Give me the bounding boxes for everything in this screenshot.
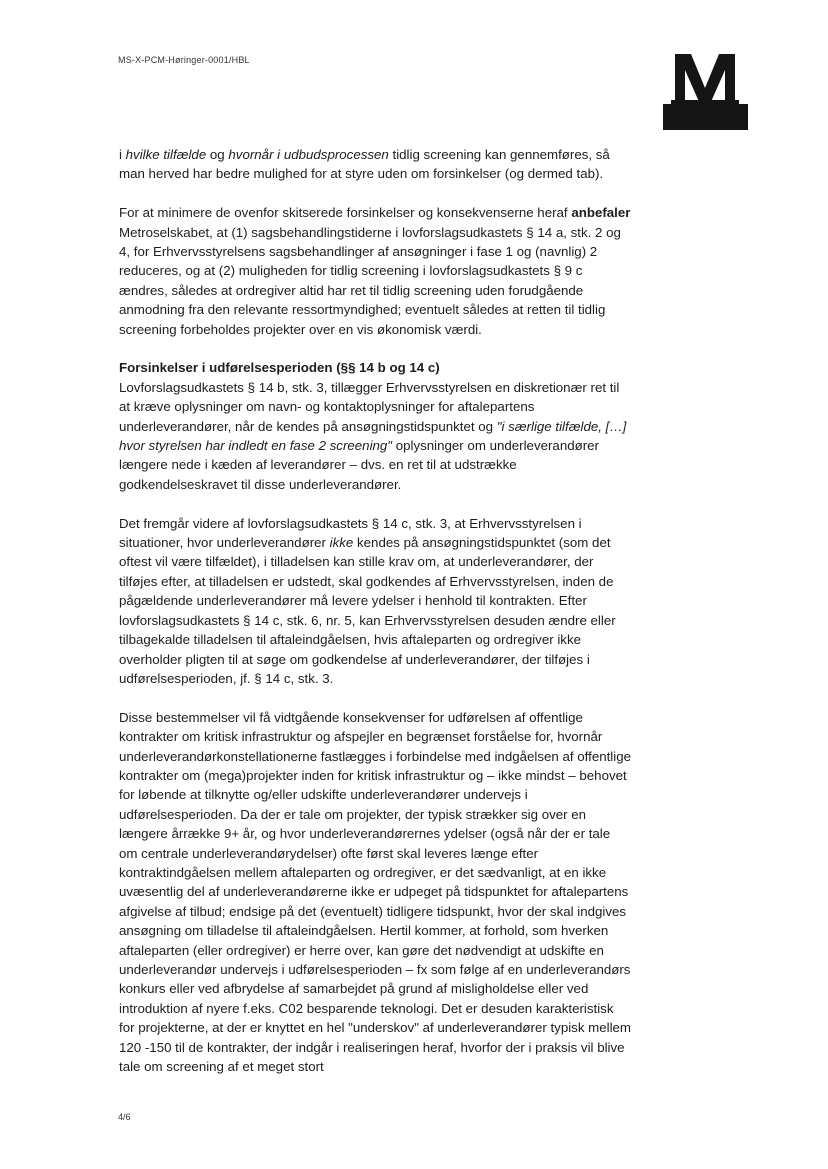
text-segment: kendes på ansøgningstidspunktet (som det oftest vil være tilfældet), i tilladelsen kan stille krav om, at underleverandører, der tilføjes efter, at tilladelsen er udstedt, skal godkendes af Erhvervsstyrelsen, inden de pågældende underleverandører må levere ydelser i henhold til kontrakten. Efter lovforslagsudkastets § 14 c, stk. 6, nr. 5, kan Erhvervsstyrelsen desuden ændre eller tilbagekalde tilladelsen til aftaleindgåelsen, hvis aftaleparten og ordregiver ikke overholder pligten til at søge om godkendelse af underleverandører, der tilføjes i udførelsesperioden, jf. § 14 c, stk. 3. (119, 535, 616, 686)
text-italic: hvornår i udbudsprocessen (228, 147, 389, 162)
text-segment: oplysninger om underleverandører længere nede i kæden af leverandører – dvs. en ret til at udstrække godkendelseskravet til disse underleverandører. (119, 438, 599, 492)
text-italic: "i særlige tilfælde, […] hvor styrelsen har indledt en fase 2 screening" (119, 418, 627, 454)
paragraph-screening-intro (119, 145, 631, 184)
text-segment: i (119, 147, 126, 162)
paragraph-recommendation (119, 203, 631, 339)
page-number: 4/6 (118, 1112, 131, 1122)
document-body (119, 145, 631, 1076)
text-bold: anbefaler (571, 205, 631, 221)
text-segment: tidlig screening kan gennemføres, så man herved har bedre mulighed for at styre uden om forsinkelser (og dermed tab). (119, 147, 610, 182)
metro-logo (661, 42, 750, 132)
text-italic: hvilke tilfælde (125, 147, 207, 162)
text-segment: Det fremgår videre af lovforslagsudkastets § 14 c, stk. 3, at Erhvervsstyrelsen i situationer, hvor underleverandører (119, 515, 582, 551)
document-reference: MS-X-PCM-Høringer-0001/HBL (118, 55, 250, 65)
paragraph-14b (119, 378, 631, 494)
text-segment: Lovforslagsudkastets § 14 b, stk. 3, tillægger Erhvervsstyrelsen en diskretionær ret til at kræve oplysninger om navn- og kontaktoplysninger for aftalepartens underleverandører, når de kendes på ansøgningstidspunktet og (119, 379, 620, 434)
paragraph-14c (119, 514, 631, 689)
section-heading: Forsinkelser i udførelsesperioden (§§ 14 b og 14 c) (119, 360, 440, 376)
text-segment: Metroselskabet, at (1) sagsbehandlingstiderne i lovforslagsudkastets § 14 a, stk. 2 og 4, for Erhvervsstyrelsens sagsbehandlinger af ansøgninger i fase 1 og (navnlig) 2 reduceres, og at (2) muligheden for tidlig screening i lovforslagsudkastets § 9 c ændres, således at ordregiver altid har ret til tidlig screening uden forudgående anmodning fra den relevante ressortmyndighed; eventuelt således at retten til tidlig screening forbeholdes projekter over en vis økonomisk værdi. (119, 224, 621, 337)
text-segment: og (206, 147, 229, 162)
text-italic: ikke (329, 535, 354, 551)
text-segment: For at minimere de ovenfor skitserede forsinkelser og konsekvenserne heraf (119, 205, 572, 221)
paragraph-consequences: Disse bestemmelser vil få vidtgående konsekvenser for udførelsen af offentlige kontrakter om kritisk infrastruktur og afspejler en begrænset forståelse for, hvornår underleverandørkonstellationerne fastlægges i forbindelse med indgåelsen af offentlige kontrakter om (mega)projekter inden for kritisk infrastruktur og – ikke mindst – behovet for løbende at tilknytte og/eller udskifte underleverandører undervejs i udførelsesperioden. Da der er tale om projekter, der typisk strækker sig over en længere årrække 9+ år, og hvor underleverandørernes ydelser (også når der er tale om centrale underleverandørydelser) ofte først skal leveres længe efter kontraktindgåelsen mellem aftaleparten og ordregiver, er det sædvanligt, at en ikke uvæsentlig del af underleverandørerne ikke er udpeget på tidspunktet for aftalepartens afgivelse af tilbud; endsige på det (eventuelt) tidligere tidspunkt, hvor der skal indgives ansøgning om tilladelse til aftaleindgåelsen. Hertil kommer, at forhold, som hverken aftaleparten (eller ordregiver) er herre over, kan gøre det nødvendigt at udskifte en underleverandør undervejs i udførelsesperioden – fx som følge af en underleverandørs konkurs eller ved afbrydelse af samarbejdet på grund af misligholdelse eller ved introduktion af nyere f.eks. C02 besparende teknologi. Det er desuden karakteristisk for projekterne, at der er knyttet en hel "underskov" af underleverandører typisk mellem 120 -150 til de kontrakter, der indgår i realiseringen heraf, hvorfor der i praksis vil blive tale om screening af et meget stort (119, 709, 632, 1075)
